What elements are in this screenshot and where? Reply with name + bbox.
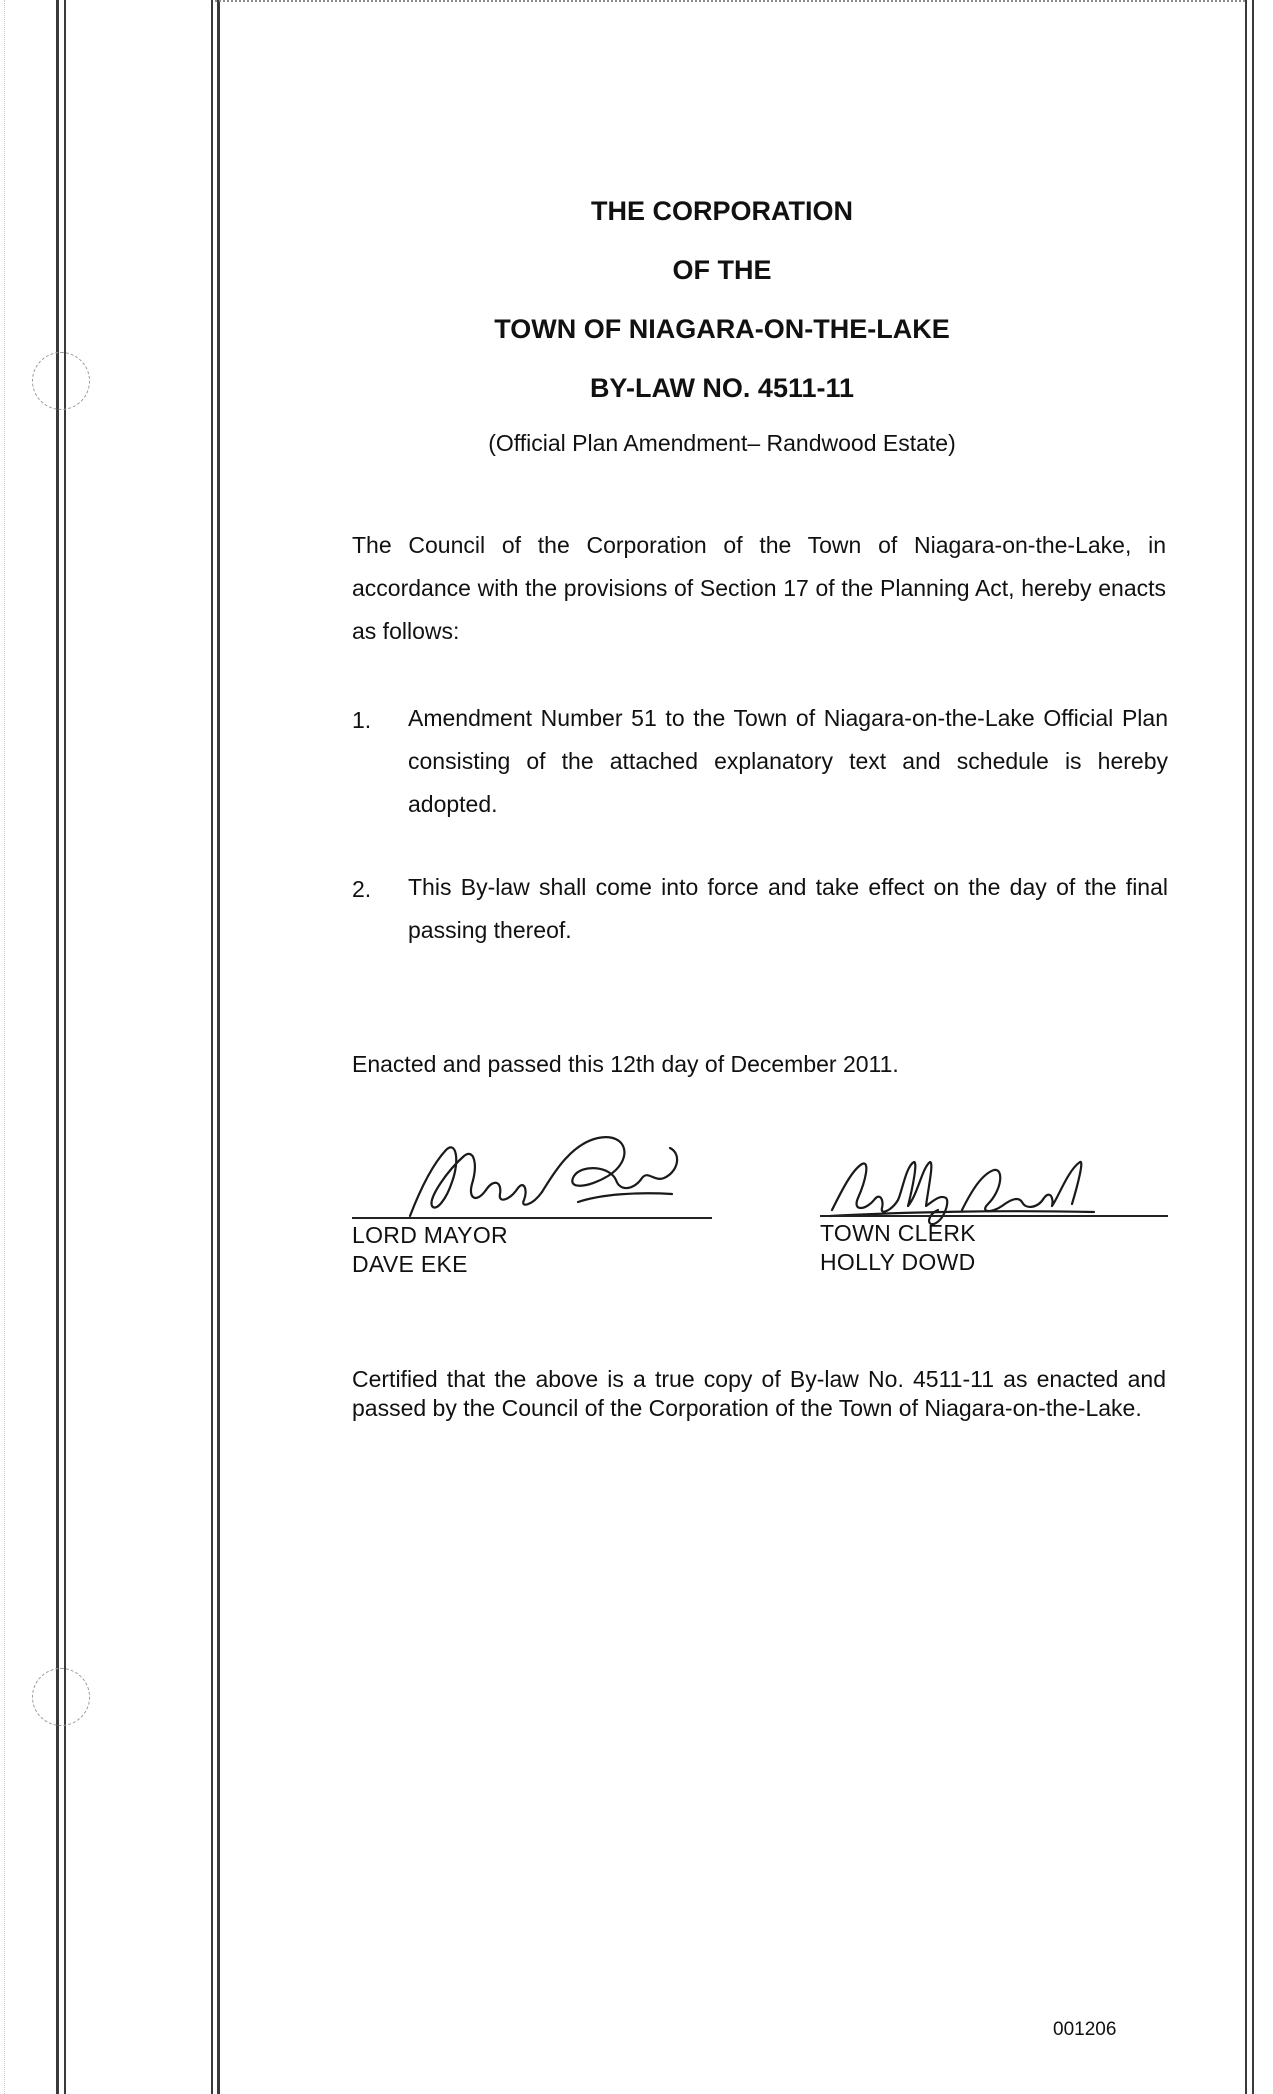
preamble-text: The Council of the Corporation of the Town of Niagara-on-the-Lake, in accordance with the provisions of Section 17 of the Planning Act, hereby enacts as follows: bbox=[352, 532, 1166, 644]
page-right-edge-line bbox=[1252, 0, 1254, 2094]
document-page bbox=[352, 0, 1172, 2094]
heading-of-the: OF THE bbox=[672, 255, 772, 285]
list-item-number: 1. bbox=[352, 707, 372, 733]
list-item bbox=[352, 866, 1172, 961]
signature-line-clerk bbox=[820, 1215, 1168, 1217]
heading-corporation: THE CORPORATION bbox=[591, 196, 853, 226]
mayor-name: DAVE EKE bbox=[352, 1251, 468, 1277]
mayor-title: LORD MAYOR bbox=[352, 1222, 508, 1248]
clerk-name: HOLLY DOWD bbox=[820, 1249, 976, 1275]
scan-dotted-edge bbox=[4, 0, 5, 2094]
document-number: 001206 bbox=[1053, 2019, 1117, 2040]
page-left-edge-line bbox=[217, 0, 220, 2094]
signature-line-mayor bbox=[352, 1217, 712, 1219]
list-item-text: Amendment Number 51 to the Town of Niagara-on-the-Lake Official Plan consisting of the attached explanatory text and schedule is hereby adopted. bbox=[408, 705, 1168, 817]
binder-edge-line bbox=[56, 0, 59, 2094]
punch-hole bbox=[32, 352, 90, 410]
enacted-date-text: Enacted and passed this 12th day of December 2011. bbox=[352, 1051, 899, 1077]
page-left-edge-line bbox=[211, 0, 213, 2094]
certification-text: Certified that the above is a true copy of By-law No. 4511-11 as enacted and passed by the Council of the Corporation of the Town of Niagara-on-the-Lake. bbox=[352, 1366, 1166, 1421]
list-item-number: 2. bbox=[352, 876, 372, 902]
list-item-text: This By-law shall come into force and take effect on the day of the final passing thereof. bbox=[408, 874, 1168, 943]
clerk-title: TOWN CLERK bbox=[820, 1220, 976, 1246]
signature-mayor bbox=[402, 1120, 702, 1230]
heading-town: TOWN OF NIAGARA-ON-THE-LAKE bbox=[494, 314, 950, 344]
punch-hole bbox=[32, 1668, 90, 1726]
binder-edge-line bbox=[64, 0, 66, 2094]
list-item bbox=[352, 697, 1172, 832]
signature-clerk bbox=[822, 1150, 1102, 1230]
heading-subtitle: (Official Plan Amendment– Randwood Estate) bbox=[488, 430, 956, 456]
page-right-edge-line bbox=[1245, 0, 1247, 2094]
heading-bylaw-number: BY-LAW NO. 4511-11 bbox=[589, 373, 855, 403]
